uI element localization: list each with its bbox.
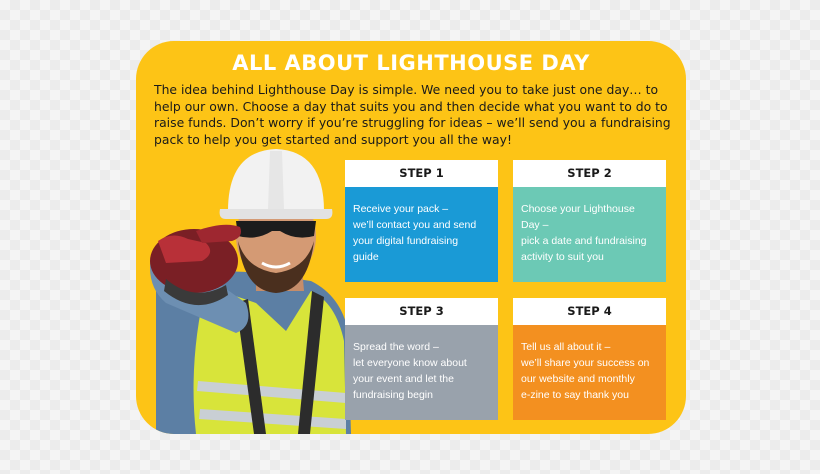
step-3-label: STEP 3 (345, 298, 498, 325)
lighthouse-day-card (136, 41, 686, 434)
step-4-text: Tell us all about it – we’ll share your success on our website and monthly e-zine to say thank you (513, 325, 666, 420)
step-3-text: Spread the word – let everyone know about your event and let the fundraising begin (345, 325, 498, 420)
step-4-label: STEP 4 (513, 298, 666, 325)
step-1-label: STEP 1 (345, 160, 498, 187)
step-1-card (345, 160, 498, 282)
step-2-text: Choose your Lighthouse Day – pick a date and fundraising activity to suit you (513, 187, 666, 282)
step-2-card (513, 160, 666, 282)
card-title: ALL ABOUT LIGHTHOUSE DAY (232, 51, 590, 75)
step-4-card (513, 298, 666, 420)
step-3-card (345, 298, 498, 420)
step-1-text: Receive your pack – we’ll contact you and send your digital fundraising guide (345, 187, 498, 282)
step-2-label: STEP 2 (513, 160, 666, 187)
intro-paragraph: The idea behind Lighthouse Day is simple. We need you to take just one day… to help our own. Choose a day that suits you and then decide what you want to do to raise funds. Don’t worry if you’re struggling for ideas – we’ll send you a fundraising pack to help you get started and support you all the way! (154, 82, 671, 147)
